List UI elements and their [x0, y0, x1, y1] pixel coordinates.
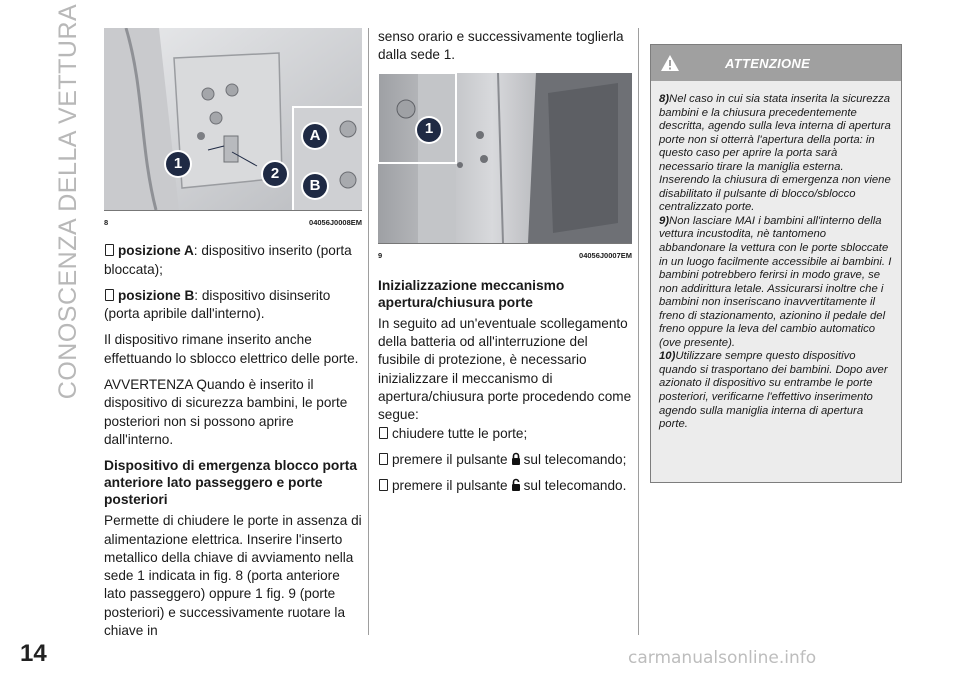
paragraph: Il dispositivo rimane inserito anche effettuando lo sblocco elettrico delle porte.: [104, 332, 359, 366]
chapter-side-title: [44, 3, 94, 399]
warning-box: [650, 44, 902, 483]
warning-note: [659, 215, 895, 350]
figure-8-caption: [104, 210, 362, 232]
bullet-position-a: [104, 242, 362, 279]
bullet-strong: posizione A: [118, 243, 194, 259]
warning-note: [659, 93, 895, 215]
paragraph: senso orario e successivamente toglierla dalla sede 1.: [378, 29, 624, 63]
step-3: [378, 477, 632, 495]
note-text: Utilizzare sempre questo dispositivo quando si trasportano dei bambini. Dopo aver azionato il dispositivo su entrambe le porte posteriori, verificarne l'effettivo inserimento agendo sulla maniglia interna di apertura porte.: [659, 350, 888, 431]
bullet-position-b: [104, 287, 362, 324]
bullet-text: : dispositivo disinserito (porta apribile dall'interno).: [104, 287, 331, 322]
step-text: sul telecomando.: [523, 478, 627, 494]
figure-8: [104, 28, 362, 210]
column-1: [104, 28, 362, 648]
step-2: [378, 451, 632, 469]
note-number: 8): [659, 93, 670, 105]
step-text: premere il pulsante: [392, 451, 508, 467]
figure-code: 04056J0008EM: [309, 218, 362, 227]
bullet-text: : dispositivo inserito (porta bloccata);: [104, 243, 352, 277]
lock-closed-icon: [511, 452, 521, 466]
step-text: sul telecomando;: [523, 451, 627, 467]
watermark: carmanualsonline.info: [628, 648, 817, 668]
callout-a: A: [303, 124, 327, 148]
step-1: [378, 425, 632, 443]
warning-title: ATTENZIONE: [725, 55, 811, 71]
column-2: [378, 28, 632, 504]
figure-number: 8: [104, 218, 109, 227]
bullet-strong: posizione B: [118, 287, 195, 303]
callout-2: 2: [263, 162, 287, 186]
figure-9: [378, 73, 632, 243]
warning-header: [651, 45, 901, 81]
figure-9-caption: [378, 243, 632, 265]
callout-1: 1: [166, 152, 190, 176]
lock-open-icon: [511, 478, 521, 492]
bullet-icon: [105, 289, 114, 301]
note-number: 10): [659, 350, 676, 363]
page-number: 14: [20, 640, 47, 667]
bullet-icon: [105, 244, 114, 256]
warning-triangle-icon: [660, 54, 680, 72]
figure-code: 04056J0007EM: [579, 250, 632, 260]
step-text: chiudere tutte le porte;: [392, 425, 528, 441]
column-divider: [638, 28, 639, 635]
note-text: Non lasciare MAI i bambini all'interno della vettura incustodita, nè tantomeno abbandonare la vettura con le porte sbloccate in un luogo facilmente accessibile ai bambini. I bambini potrebbero ferirsi in modo grave, se non addirittura letale. Assicurarsi inoltre che i bambini non inseriscano inavvertitamente il freno di stazionamento, azionino il pedale del freno oppure la leva del cambio automatico (ove presente).: [659, 214, 892, 349]
bullet-icon: [379, 427, 388, 439]
paragraph: Permette di chiudere le porte in assenza di alimentazione elettrica. Inserire l'inserto metallico della chiave di avviamento nella sede 1 indicata in fig. 8 (porta anteriore lato passeggero) oppure 1 fig. 9 (porte posteriori) e successivamente ruotare la chiave in: [104, 513, 362, 639]
section-heading: Inizializzazione meccanismo apertura/chiusura porte: [378, 277, 565, 310]
paragraph: In seguito ad un'eventuale scollegamento della batteria od all'interruzione del fusibile di protezione, è necessario inizializzare il meccanismo di apertura/chiusura porte procedendo come segue:: [378, 315, 632, 423]
callout-1: 1: [417, 118, 441, 142]
callout-b: B: [303, 174, 327, 198]
chapter-side-title-text: CONOSCENZA DELLA VETTURA: [54, 3, 83, 399]
figure-number: 9: [378, 250, 383, 260]
note-number: 9): [659, 214, 670, 227]
warning-paragraph: AVVERTENZA Quando è inserito il dispositivo di sicurezza bambini, le porte posteriori non si possono aprire dall'interno.: [104, 377, 348, 447]
note-text: Nel caso in cui sia stata inserita la sicurezza bambini e la chiusura precedentemente descritta, agendo sulla leva interna di apertura porte non si otterrà l'apertura della porta: in questo caso per aprire la porta sarà necessario tirare la maniglia esterna. Inserendo la chiusura di emergenza non viene disabilitato il pulsante di blocco/sblocco centralizzato porte.: [659, 93, 891, 214]
rear-door-latch-illustration: [378, 73, 632, 243]
section-heading: Dispositivo di emergenza blocco porta anteriore lato passeggero e porte posteriori: [104, 458, 357, 508]
column-divider: [368, 28, 369, 635]
bullet-icon: [379, 479, 388, 491]
step-text: premere il pulsante: [392, 478, 508, 494]
bullet-icon: [379, 453, 388, 465]
warning-body: [651, 81, 901, 432]
warning-note: [659, 350, 895, 431]
